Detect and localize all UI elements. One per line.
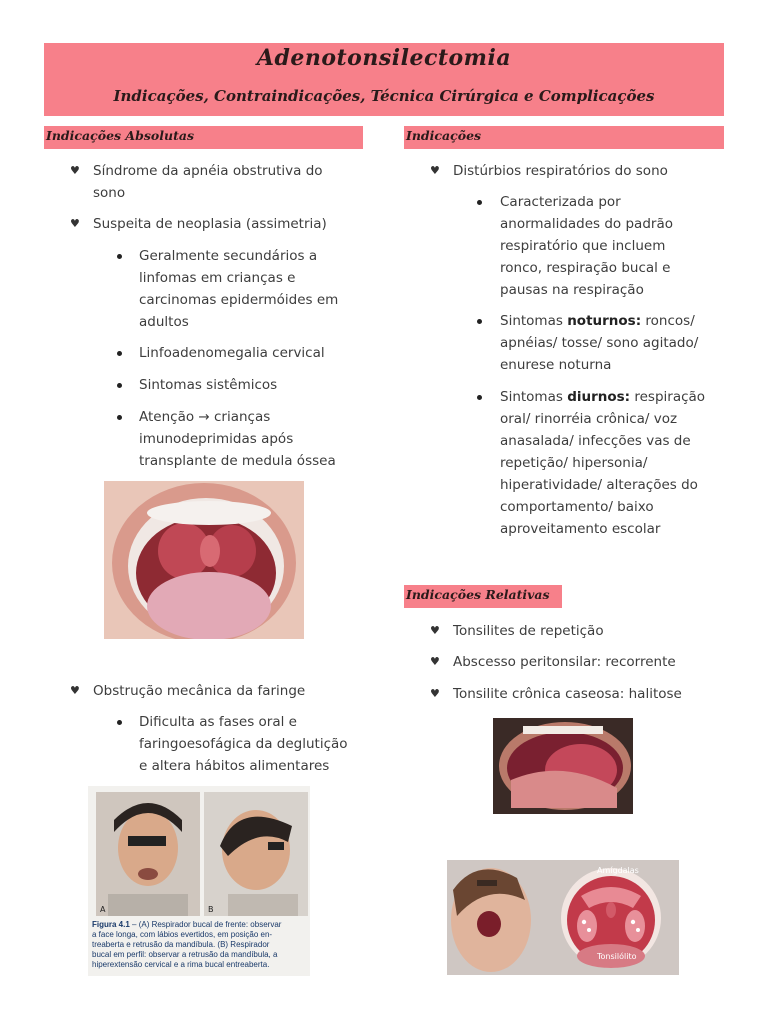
sub-bullet-deglutição: Dificulta as fases oral e faringoesofágica da deglutição e altera hábitos alimentares	[139, 714, 348, 774]
bullet-tonsilites: Tonsilites de repetição	[453, 623, 604, 639]
sub-bullet-diurnos: Sintomas diurnos: respiração oral/ rinorréia crônica/ voz anasalada/ infecções vas de repetição/ hipersonia/ hiperatividade/ alterações do comportamento/ baixo aproveitamento escolar	[500, 389, 706, 537]
dot-bullet-icon	[117, 383, 122, 388]
figure-mouth-breather	[88, 786, 310, 976]
page-subtitle: Indicações, Contraindicações, Técnica Cirúrgica e Complicações	[113, 87, 655, 105]
dot-bullet-icon	[477, 395, 482, 400]
section-header-indicacoes	[404, 126, 724, 149]
tonsil-illustration	[447, 860, 679, 975]
sub-bullet-secondary: Geralmente secundários a linfomas em crianças e carcinomas epidermóides em adultos	[139, 248, 339, 330]
section-title: Indicações	[406, 128, 482, 143]
bullet-neoplasia: Suspeita de neoplasia (assimetria)	[93, 216, 327, 232]
bullet-caseosa: Tonsilite crônica caseosa: halitose	[453, 686, 682, 702]
dot-bullet-icon	[477, 200, 482, 205]
bullet-apnea: Síndrome da apnéia obstrutiva do sono	[93, 163, 323, 201]
title-banner	[44, 43, 724, 116]
sub-bullet-atencao: Atenção → crianças imunodeprimidas após transplante de medula óssea	[139, 409, 336, 469]
sub-bullet-sintomas: Sintomas sistêmicos	[139, 377, 278, 393]
heart-bullet-icon: ♥	[430, 164, 440, 177]
sub-bullet-caracterizada: Caracterizada por anormalidades do padrão respiratório que incluem ronco, respiração bucal e pausas na respiração	[500, 194, 673, 298]
dot-bullet-icon	[117, 415, 122, 420]
section-header-relativas	[404, 585, 562, 608]
section-title: Indicações Absolutas	[46, 128, 194, 143]
mouth-photo	[104, 481, 304, 639]
dot-bullet-icon	[117, 351, 122, 356]
sub-bullet-linfoadenomegalia: Linfoadenomegalia cervical	[139, 345, 325, 361]
label-tonsilolito: Tonsilólito	[597, 952, 637, 961]
section-header-absolute	[44, 126, 363, 149]
bullet-abscesso: Abscesso peritonsilar: recorrente	[453, 654, 676, 670]
dot-bullet-icon	[117, 254, 122, 259]
heart-bullet-icon: ♥	[430, 624, 440, 637]
heart-bullet-icon: ♥	[430, 655, 440, 668]
dot-bullet-icon	[117, 720, 122, 725]
panel-label-a: A	[100, 905, 106, 914]
label-amigdalas: Amígdalas	[597, 866, 639, 875]
heart-bullet-icon: ♥	[70, 164, 80, 177]
page-title: Adenotonsilectomia	[256, 45, 512, 71]
heart-bullet-icon: ♥	[70, 684, 80, 697]
figure-caption: Figura 4.1 – (A) Respirador bucal de frente: observar a face longa, com lábios evertidos, em posição en- treaberta e retrusão da mandíbula. (B) Respirador bucal em perfil: observar a retrusão da mandíbula, a hiperextensão cervical e a rima bucal entreaberta.	[92, 920, 282, 969]
panel-label-b: B	[208, 905, 214, 914]
bullet-disturbios: Distúrbios respiratórios do sono	[453, 163, 668, 179]
dot-bullet-icon	[477, 319, 482, 324]
bullet-obstrucao: Obstrução mecânica da faringe	[93, 683, 306, 699]
section-title: Indicações Relativas	[406, 587, 550, 602]
heart-bullet-icon: ♥	[430, 687, 440, 700]
abscess-photo	[493, 718, 633, 814]
heart-bullet-icon: ♥	[70, 217, 80, 230]
sub-bullet-noturnos: Sintomas noturnos: roncos/ apnéias/ tosse/ sono agitado/ enurese noturna	[500, 313, 699, 373]
